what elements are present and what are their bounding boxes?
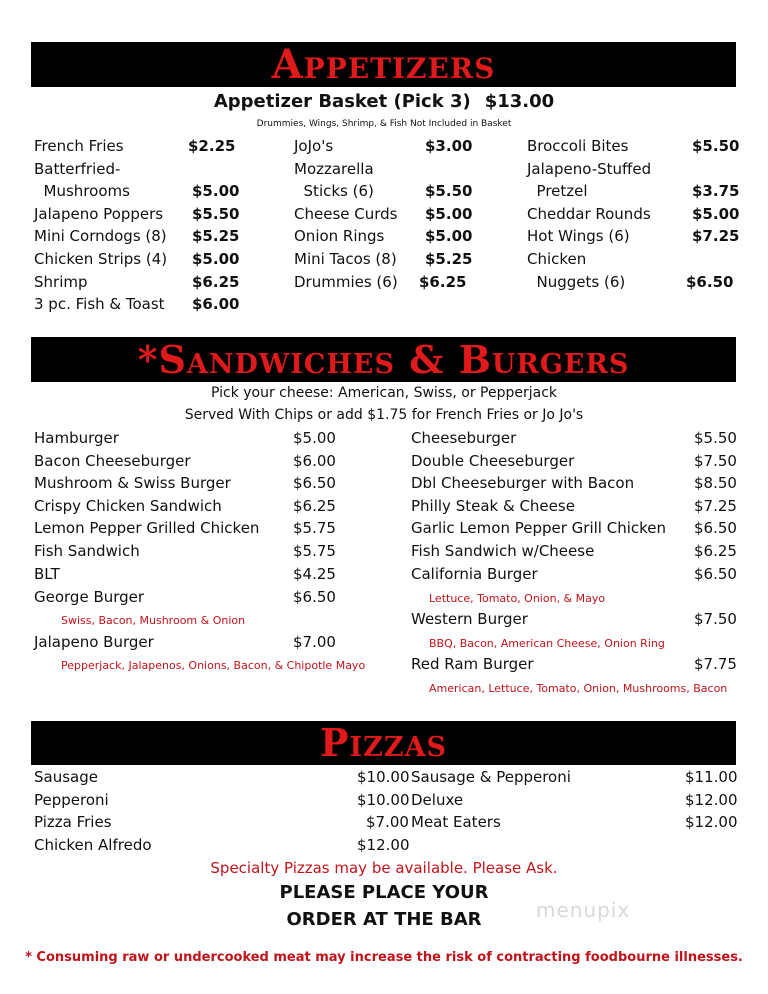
appetizer-col2-2-name: Sticks (6) (294, 182, 374, 201)
order-line-1: PLEASE PLACE YOUR (279, 882, 489, 903)
appetizer-col2-2-price: $5.50 (425, 182, 473, 201)
appetizer-col1-5-price: $5.00 (192, 250, 240, 268)
raw-meat-warning: * Consuming raw or undercooked meat may increase the risk of contracting foodbourne illnesses. (25, 950, 743, 965)
sandwich-right-0-name: Cheeseburger (411, 429, 517, 447)
red-ram-burger-desc: American, Lettuce, Tomato, Onion, Mushrooms, Bacon (429, 682, 728, 695)
appetizer-col1-6-price: $6.25 (192, 272, 240, 291)
appetizer-col1-3-name: Jalapeno Poppers (34, 204, 164, 223)
pizza-right-0-name: Sausage & Pepperoni (411, 768, 571, 786)
sandwich-left-0-name: Hamburger (34, 429, 119, 447)
appetizer-col3-1-name: Jalapeno-Stuffed (527, 159, 652, 178)
pizza-left-3-name: Chicken Alfredo (34, 835, 152, 854)
sandwich-left-7-price: $6.50 (293, 588, 336, 606)
appetizer-col1-6-name: Shrimp (34, 272, 88, 291)
appetizer-col2-4-price: $5.00 (425, 227, 473, 246)
appetizer-col2-3-price: $5.00 (425, 204, 473, 223)
sandwich-left-2-price: $6.50 (293, 474, 336, 492)
appetizer-col1-5-name: Chicken Strips (4) (34, 250, 168, 268)
sandwich-left-6-price: $4.25 (293, 565, 336, 583)
appetizer-col1-2-name: Mushrooms (34, 182, 130, 201)
basket-name: Appetizer Basket (Pick 3) (213, 91, 471, 112)
sandwich-right-4-name: Garlic Lemon Pepper Grill Chicken (411, 519, 667, 537)
appetizer-col1-7-name: 3 pc. Fish & Toast (34, 295, 165, 314)
sandwich-right-6-name: California Burger (411, 565, 538, 583)
sandwich-left-1-name: Bacon Cheeseburger (34, 452, 191, 470)
appetizer-col2-5-price: $5.25 (425, 250, 473, 268)
appetizer-col3-4-price: $7.25 (692, 227, 740, 246)
sandwich-left-8-price: $7.00 (293, 633, 336, 651)
sandwich-right-7-name: Western Burger (411, 610, 528, 628)
jalapeno-burger-desc: Pepperjack, Jalapenos, Onions, Bacon, & Chipotle Mayo (61, 659, 366, 672)
appetizer-col3-0-price: $5.50 (692, 137, 740, 155)
pizza-left-3-price: $12.00 (357, 835, 410, 854)
sandwich-left-0-price: $5.00 (293, 429, 336, 447)
sides-note: Served With Chips or add $1.75 for French Fries or Jo Jo's (184, 407, 584, 423)
sandwich-right-4-price: $6.50 (694, 519, 737, 537)
sandwich-right-1-price: $7.50 (694, 452, 737, 470)
sandwich-left-3-price: $6.25 (293, 497, 336, 515)
sandwich-left-1-price: $6.00 (293, 452, 336, 470)
sandwich-right-3-name: Philly Steak & Cheese (411, 497, 575, 515)
pizza-right-2-price: $12.00 (685, 813, 738, 832)
sandwich-left-3-name: Crispy Chicken Sandwich (34, 497, 222, 515)
sandwich-right-8-name: Red Ram Burger (411, 655, 534, 673)
appetizer-col1-0-price: $2.25 (188, 137, 236, 155)
appetizer-col3-6-price: $6.50 (686, 272, 734, 291)
pizza-right-1-name: Deluxe (411, 790, 464, 809)
appetizers-heading: Appetizers (31, 42, 736, 87)
cheese-choice: Pick your cheese: American, Swiss, or Pepperjack (210, 385, 558, 401)
appetizer-col3-3-name: Cheddar Rounds (527, 204, 651, 223)
pizza-right-1-price: $12.00 (685, 790, 738, 809)
sandwich-right-5-price: $6.25 (694, 542, 737, 560)
pizza-left-0-price: $10.00 (357, 768, 410, 786)
appetizer-col2-3-name: Cheese Curds (294, 204, 398, 223)
sandwich-right-8-price: $7.75 (694, 655, 737, 673)
appetizer-col2-0-price: $3.00 (425, 137, 473, 155)
appetizer-col3-6-name: Nuggets (6) (527, 272, 626, 291)
appetizer-col2-1-name: Mozzarella (294, 159, 374, 178)
appetizer-col1-7-price: $6.00 (192, 295, 240, 314)
order-line-2: ORDER AT THE BAR (286, 909, 482, 930)
western-burger-desc: BBQ, Bacon, American Cheese, Onion Ring (429, 637, 665, 650)
sandwich-right-1-name: Double Cheeseburger (411, 452, 575, 470)
sandwich-left-6-name: BLT (34, 565, 60, 583)
appetizer-col3-0-name: Broccoli Bites (527, 137, 629, 155)
appetizer-col1-0-name: French Fries (34, 137, 124, 155)
pizza-right-2-name: Meat Eaters (411, 813, 501, 832)
sandwich-right-7-price: $7.50 (694, 610, 737, 628)
george-burger-desc: Swiss, Bacon, Mushroom & Onion (61, 614, 246, 627)
appetizer-col1-1-name: Batterfried- (34, 159, 121, 178)
pizza-left-0-name: Sausage (34, 768, 98, 786)
sandwich-left-7-name: George Burger (34, 588, 145, 606)
appetizer-col1-3-price: $5.50 (192, 204, 240, 223)
appetizer-col3-4-name: Hot Wings (6) (527, 227, 630, 246)
sandwich-right-2-name: Dbl Cheeseburger with Bacon (411, 474, 635, 492)
appetizer-col2-0-name: JoJo's (294, 137, 334, 155)
appetizer-col2-5-name: Mini Tacos (8) (294, 250, 397, 268)
sandwich-right-0-price: $5.50 (694, 429, 737, 447)
sandwich-left-2-name: Mushroom & Swiss Burger (34, 474, 231, 492)
appetizer-col2-6-name: Drummies (6) (294, 272, 398, 291)
basket-price: $13.00 (484, 91, 555, 112)
watermark: menupix (536, 898, 631, 922)
appetizer-col3-2-name: Pretzel (527, 182, 588, 201)
pizza-left-1-name: Pepperoni (34, 790, 109, 809)
pizzas-heading: Pizzas (31, 721, 736, 765)
appetizer-col3-3-price: $5.00 (692, 204, 740, 223)
appetizer-col2-4-name: Onion Rings (294, 227, 385, 246)
sandwiches-heading: *Sandwiches & Burgers (31, 337, 736, 382)
sandwich-left-4-name: Lemon Pepper Grilled Chicken (34, 519, 260, 537)
sandwich-left-5-price: $5.75 (293, 542, 336, 560)
specialty-note: Specialty Pizzas may be available. Please Ask. (210, 859, 558, 877)
sandwich-left-5-name: Fish Sandwich (34, 542, 140, 560)
appetizer-col3-5-name: Chicken (527, 250, 587, 268)
sandwich-right-6-price: $6.50 (694, 565, 737, 583)
basket-title (0, 91, 768, 112)
sandwich-left-8-name: Jalapeno Burger (34, 633, 154, 651)
sandwich-right-5-name: Fish Sandwich w/Cheese (411, 542, 595, 560)
pizza-right-0-price: $11.00 (685, 768, 738, 786)
sandwich-right-3-price: $7.25 (694, 497, 737, 515)
california-burger-desc: Lettuce, Tomato, Onion, & Mayo (429, 592, 606, 605)
sandwich-right-2-price: $8.50 (694, 474, 737, 492)
appetizer-col1-2-price: $5.00 (192, 182, 240, 201)
pizza-left-2-name: Pizza Fries (34, 813, 112, 832)
pizza-left-1-price: $10.00 (357, 790, 410, 809)
basket-note: Drummies, Wings, Shrimp, & Fish Not Included in Basket (256, 119, 512, 129)
appetizer-col1-4-name: Mini Corndogs (8) (34, 227, 167, 246)
appetizer-col3-2-price: $3.75 (692, 182, 740, 201)
sandwich-left-4-price: $5.75 (293, 519, 336, 537)
appetizer-col1-4-price: $5.25 (192, 227, 240, 246)
pizza-left-2-price: $7.00 (366, 813, 409, 832)
appetizer-col2-6-price: $6.25 (419, 272, 467, 291)
